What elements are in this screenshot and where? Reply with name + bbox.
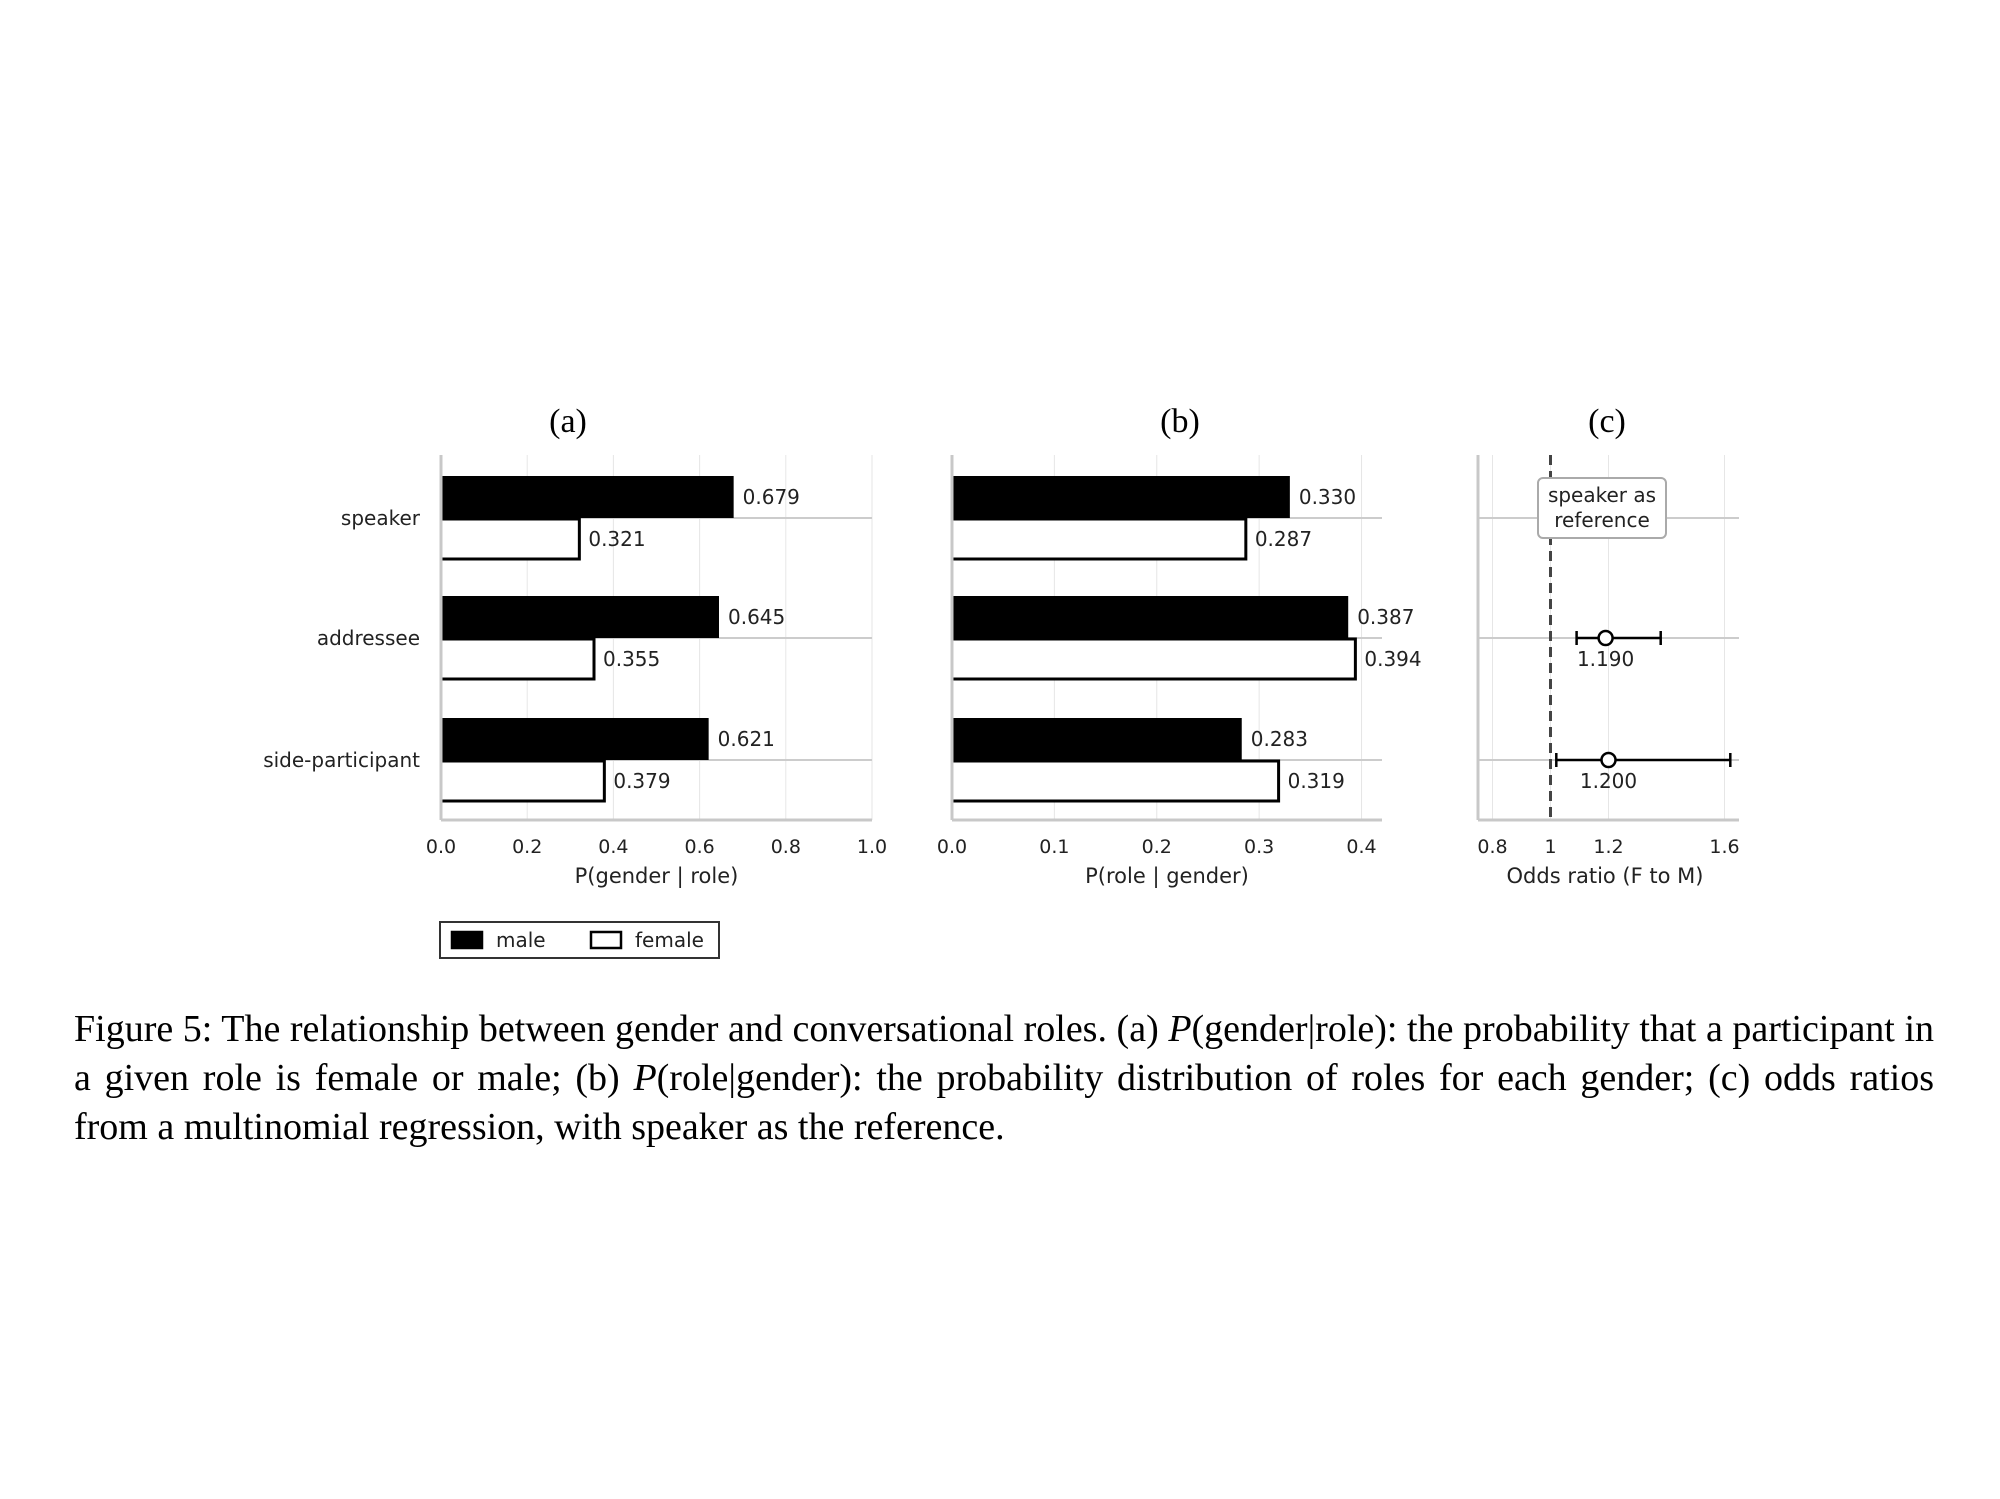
- category-label-addressee: addressee: [316, 626, 420, 650]
- panel-title: (b): [1160, 403, 1200, 440]
- caption-formula-a-args: (gender|role): [1191, 1008, 1387, 1050]
- x-tick-label: 0.0: [936, 836, 968, 858]
- value-label-female-side-participant: 0.379: [613, 769, 671, 793]
- x-tick-label: 0.3: [1244, 836, 1275, 858]
- x-tick-label: 0.8: [770, 836, 801, 858]
- x-tick-label: 0.4: [598, 836, 629, 858]
- value-label-female-speaker: 0.321: [588, 527, 646, 551]
- value-label-female-addressee: 0.355: [603, 647, 661, 671]
- bar-male-addressee: [441, 596, 719, 638]
- legend-label-male: male: [496, 928, 546, 952]
- value-label-male-side-participant: 0.283: [1250, 727, 1309, 751]
- bar-male-addressee: [952, 596, 1348, 638]
- value-label-male-side-participant: 0.621: [717, 727, 775, 751]
- point-label-addressee: 1.190: [1576, 647, 1635, 671]
- x-tick-label: 0.1: [1039, 836, 1070, 858]
- bar-female-side-participant: [952, 761, 1279, 801]
- x-tick-label: 1: [1544, 836, 1557, 858]
- reference-note-line-1: speaker as: [1547, 483, 1657, 507]
- bar-male-speaker: [441, 476, 734, 518]
- category-label-speaker: speaker: [340, 506, 420, 530]
- x-tick-label: 1.2: [1593, 836, 1624, 858]
- x-tick-label: 0.2: [1141, 836, 1172, 858]
- x-tick-label: 0.6: [684, 836, 715, 858]
- x-tick-label: 0.0: [425, 836, 457, 858]
- caption-prefix: Figure 5: The relationship between gender and conversational roles. (a): [74, 1008, 1169, 1050]
- panel-title: (c): [1588, 403, 1626, 440]
- point-addressee: [1599, 631, 1613, 645]
- panel-title: (a): [549, 403, 587, 440]
- value-label-female-speaker: 0.287: [1254, 527, 1313, 551]
- value-label-female-side-participant: 0.319: [1287, 769, 1345, 793]
- x-tick-label: 0.4: [1346, 836, 1377, 858]
- value-label-male-speaker: 0.679: [742, 485, 800, 509]
- reference-note-line-2: reference: [1554, 508, 1650, 532]
- caption-formula-a: P: [1168, 1008, 1192, 1050]
- point-side-participant: [1602, 753, 1616, 767]
- bar-female-addressee: [952, 639, 1355, 679]
- caption-formula-b: P: [633, 1057, 657, 1099]
- caption-mid: : the probability that a participant in a given role is female or male; (b): [74, 1008, 1934, 1099]
- category-label-side-participant: side-participant: [263, 748, 420, 772]
- bar-male-side-participant: [441, 718, 709, 760]
- bar-female-addressee: [441, 639, 594, 679]
- x-tick-label: 0.2: [512, 836, 543, 858]
- x-tick-label: 0.8: [1477, 836, 1508, 858]
- bar-female-speaker: [441, 519, 579, 559]
- legend-label-female: female: [635, 928, 704, 952]
- legend-swatch-male: [452, 932, 482, 948]
- value-label-male-addressee: 0.387: [1357, 605, 1415, 629]
- bar-male-side-participant: [952, 718, 1242, 760]
- point-label-side-participant: 1.200: [1579, 769, 1638, 793]
- caption-formula-b-args: (role|gender): [656, 1057, 853, 1099]
- x-axis-label: P(gender | role): [574, 864, 739, 888]
- figure-caption: [74, 1005, 1934, 1152]
- value-label-male-addressee: 0.645: [727, 605, 786, 629]
- x-tick-label: 1.0: [856, 836, 888, 858]
- caption-suffix: : the probability distribution of roles for each gender; (c) odds ratios from a multinomial regression, with speaker as the reference.: [74, 1057, 1934, 1148]
- x-axis-label: P(role | gender): [1085, 864, 1249, 888]
- value-label-male-speaker: 0.330: [1298, 485, 1357, 509]
- bar-male-speaker: [952, 476, 1290, 518]
- bar-female-side-participant: [441, 761, 604, 801]
- x-axis-label: Odds ratio (F to M): [1506, 864, 1704, 888]
- bar-female-speaker: [952, 519, 1246, 559]
- x-tick-label: 1.6: [1709, 836, 1740, 858]
- legend-swatch-female: [591, 932, 621, 948]
- value-label-female-addressee: 0.394: [1364, 647, 1422, 671]
